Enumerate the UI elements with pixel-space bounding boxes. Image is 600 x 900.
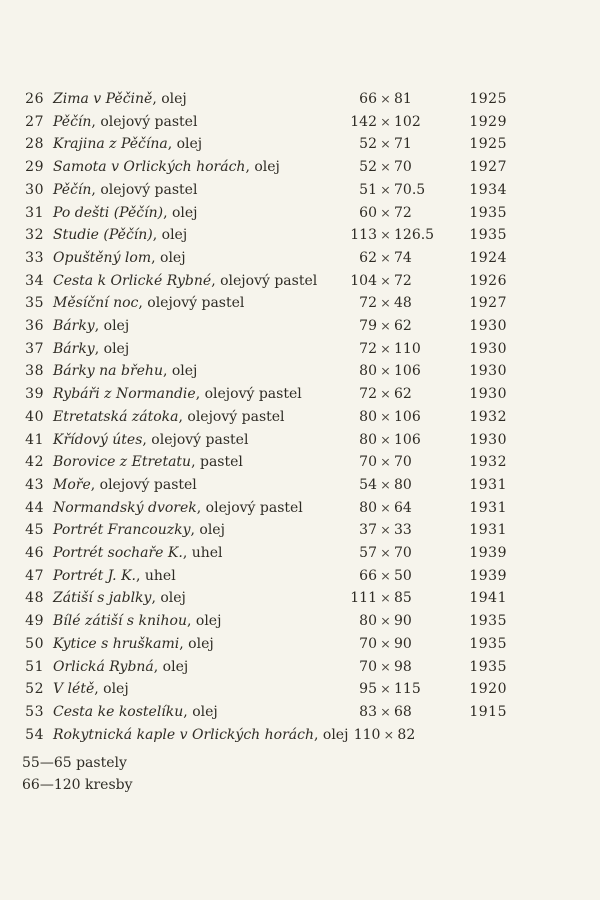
list-item — [0, 88, 600, 111]
item-year: 1931 — [469, 522, 507, 539]
dim-height: 62 — [394, 386, 412, 403]
item-medium: , olej — [152, 227, 188, 244]
item-number: 50 — [25, 635, 44, 652]
list-item — [0, 429, 600, 452]
item-dimensions — [345, 429, 445, 452]
dim-width: 80 — [359, 408, 377, 425]
dim-width: 80 — [359, 499, 377, 516]
list-item — [0, 610, 600, 633]
item-dimensions — [345, 678, 445, 701]
item-dimensions — [345, 292, 445, 315]
item-medium: , olej — [190, 522, 225, 539]
dim-height: 70.5 — [394, 181, 426, 198]
footer-block — [0, 753, 600, 796]
item-medium: , olejový pastel — [142, 431, 249, 448]
item-title-wrap — [53, 566, 345, 588]
item-medium: , olej — [94, 318, 130, 335]
item-year: 1925 — [469, 91, 507, 107]
item-year: 1935 — [469, 658, 507, 675]
times-sign: × — [380, 113, 391, 129]
item-dimensions — [345, 519, 445, 542]
item-title: Normandský dvorek — [53, 499, 197, 516]
item-medium: , olejový pastel — [90, 476, 197, 493]
item-title-wrap — [53, 271, 345, 293]
dim-height: 82 — [397, 726, 416, 743]
times-sign: × — [380, 363, 391, 379]
dim-width: 57 — [359, 545, 377, 562]
item-number: 51 — [25, 658, 44, 675]
item-title-wrap — [53, 225, 345, 247]
list-item — [0, 383, 600, 406]
times-sign: × — [380, 454, 391, 470]
item-title-wrap — [53, 180, 345, 202]
item-year: 1927 — [469, 159, 507, 176]
footer-line-pastely: 55—65 pastely — [22, 755, 127, 772]
item-year: 1935 — [469, 227, 507, 244]
item-dimensions — [345, 451, 445, 474]
list-item — [0, 202, 600, 225]
item-title: Borovice z Etretatu — [53, 454, 192, 471]
item-title-wrap — [53, 725, 348, 747]
dim-width: 54 — [359, 476, 377, 493]
dim-height: 68 — [394, 703, 412, 720]
item-dimensions — [345, 202, 445, 225]
dim-height: 70 — [394, 159, 412, 176]
item-medium: , uhel — [182, 545, 223, 562]
item-year: 1924 — [469, 249, 507, 266]
item-dimensions — [345, 474, 445, 497]
item-dimensions — [345, 133, 445, 156]
item-year: 1931 — [469, 476, 507, 493]
item-number: 36 — [25, 318, 44, 335]
list-item — [0, 247, 600, 270]
item-title-wrap — [53, 89, 345, 111]
item-number: 46 — [25, 545, 44, 562]
dim-width: 83 — [359, 703, 377, 720]
list-item — [0, 111, 600, 134]
item-number: 52 — [25, 681, 44, 698]
dim-height: 126.5 — [394, 227, 435, 244]
item-title-wrap — [53, 634, 345, 656]
item-medium: , pastel — [191, 454, 243, 471]
item-medium: , olejový pastel — [91, 181, 198, 198]
item-title-wrap — [53, 498, 345, 520]
item-medium: , olej — [151, 249, 186, 266]
item-title: Cesta k Orlické Rybné — [53, 272, 212, 289]
dim-height: 106 — [394, 363, 421, 380]
times-sign: × — [380, 476, 391, 492]
footer-line-kresby: 66—120 kresby — [22, 777, 133, 794]
item-number: 39 — [25, 386, 44, 403]
list-item — [0, 519, 600, 542]
item-number: 44 — [25, 499, 44, 516]
dim-height: 85 — [394, 590, 412, 607]
item-year: 1920 — [469, 681, 507, 698]
list-item — [0, 497, 600, 520]
item-title: Křídový útes — [53, 431, 143, 448]
item-dimensions — [345, 360, 445, 383]
dim-width: 70 — [359, 658, 377, 675]
times-sign: × — [380, 318, 391, 334]
item-medium: , olej — [163, 204, 198, 221]
times-sign: × — [380, 136, 391, 152]
item-title: V létě — [53, 681, 95, 698]
catalog-rows — [0, 88, 600, 746]
dim-width: 80 — [359, 613, 377, 630]
item-medium: , olejový pastel — [211, 272, 318, 289]
item-number: 33 — [25, 249, 44, 266]
item-title: Bílé zátiší s knihou — [53, 613, 187, 630]
times-sign: × — [380, 431, 391, 447]
times-sign: × — [380, 295, 391, 311]
item-medium: , olejový pastel — [195, 386, 302, 403]
item-dimensions — [345, 656, 445, 679]
dim-height: 106 — [394, 431, 421, 448]
times-sign: × — [380, 408, 391, 424]
dim-height: 62 — [394, 318, 412, 335]
item-year: 1935 — [469, 635, 507, 652]
item-title: Portrét J. K. — [53, 567, 136, 584]
list-item — [0, 360, 600, 383]
item-medium: , olej — [162, 363, 198, 380]
dim-width: 72 — [359, 386, 377, 403]
item-title-wrap — [53, 316, 345, 338]
item-dimensions — [348, 724, 448, 747]
item-dimensions — [345, 88, 445, 111]
item-dimensions — [345, 587, 445, 610]
item-year: 1939 — [469, 567, 507, 584]
item-title-wrap — [53, 679, 345, 701]
list-item — [0, 224, 600, 247]
item-year: 1930 — [469, 363, 507, 380]
times-sign: × — [380, 522, 391, 538]
dim-height: 71 — [394, 136, 412, 153]
item-dimensions — [345, 633, 445, 656]
item-dimensions — [345, 224, 445, 247]
item-medium: , olej — [94, 340, 130, 357]
item-year: 1935 — [469, 613, 507, 630]
item-year: 1930 — [469, 431, 507, 448]
item-year: 1939 — [469, 545, 507, 562]
item-number: 41 — [25, 431, 44, 448]
dim-height: 72 — [394, 272, 412, 289]
item-year: 1929 — [469, 113, 507, 130]
item-title: Měsíční noc — [53, 295, 139, 312]
item-number: 48 — [25, 590, 44, 607]
item-number: 38 — [25, 363, 44, 380]
dim-height: 90 — [394, 635, 412, 652]
dim-height: 90 — [394, 613, 412, 630]
item-medium: , olej — [152, 91, 187, 107]
dim-height: 102 — [394, 113, 421, 130]
item-title-wrap — [53, 203, 345, 225]
item-medium: , uhel — [136, 567, 176, 584]
item-title-wrap — [53, 134, 345, 156]
item-medium: , olej — [183, 703, 218, 720]
times-sign: × — [380, 613, 391, 629]
item-title-wrap — [53, 702, 345, 724]
dim-height: 48 — [394, 295, 412, 312]
item-medium: , olej — [94, 681, 129, 698]
list-item — [0, 338, 600, 361]
times-sign: × — [380, 227, 391, 243]
list-item — [0, 633, 600, 656]
item-number: 47 — [25, 567, 44, 584]
item-title: Po dešti (Pěčín) — [53, 204, 164, 221]
item-number: 29 — [25, 159, 44, 176]
item-title-wrap — [53, 611, 345, 633]
item-medium: , olej — [151, 590, 186, 607]
item-title-wrap — [53, 430, 345, 452]
item-title: Pěčín — [53, 113, 92, 130]
item-title-wrap — [53, 520, 345, 542]
item-title-wrap — [53, 339, 345, 361]
item-title: Bárky — [53, 318, 95, 335]
dim-width: 52 — [359, 159, 377, 176]
item-number: 27 — [25, 113, 44, 130]
times-sign: × — [380, 635, 391, 651]
item-dimensions — [345, 610, 445, 633]
item-title: Orlická Rybná — [53, 658, 154, 675]
item-title-wrap — [53, 452, 345, 474]
dim-width: 111 — [350, 590, 377, 607]
times-sign: × — [380, 567, 391, 583]
dim-height: 33 — [394, 522, 412, 539]
item-number: 26 — [25, 91, 44, 107]
item-medium: , olejový pastel — [196, 499, 303, 516]
item-number: 45 — [25, 522, 44, 539]
item-title-wrap — [53, 407, 345, 429]
item-title: Opuštěný lom — [53, 249, 152, 266]
item-number: 54 — [25, 726, 44, 743]
times-sign: × — [380, 386, 391, 402]
times-sign: × — [380, 91, 391, 106]
dim-height: 115 — [394, 681, 421, 698]
item-title: Studie (Pěčín) — [53, 227, 153, 244]
dim-width: 79 — [359, 318, 377, 335]
dim-height: 70 — [394, 454, 412, 471]
dim-width: 95 — [359, 681, 377, 698]
times-sign: × — [380, 159, 391, 175]
item-dimensions — [345, 565, 445, 588]
dim-height: 64 — [394, 499, 412, 516]
item-year: 1931 — [469, 499, 507, 516]
item-dimensions — [345, 406, 445, 429]
item-title: Bárky — [53, 340, 95, 357]
item-title: Pěčín — [53, 181, 92, 198]
dim-width: 37 — [359, 522, 377, 539]
item-title-wrap — [53, 293, 345, 315]
item-year: 1930 — [469, 318, 507, 335]
item-dimensions — [345, 338, 445, 361]
dim-width: 72 — [359, 340, 377, 357]
item-title-wrap — [53, 157, 345, 179]
list-item — [0, 474, 600, 497]
list-item — [0, 587, 600, 610]
item-number: 43 — [25, 476, 44, 493]
times-sign: × — [380, 590, 391, 606]
item-number: 49 — [25, 613, 44, 630]
times-sign: × — [380, 703, 391, 719]
item-title-wrap — [53, 475, 345, 497]
item-title: Cesta ke kostelíku — [53, 703, 184, 720]
item-number: 37 — [25, 340, 44, 357]
item-title: Zima v Pěčině — [53, 91, 153, 107]
times-sign: × — [380, 499, 391, 515]
item-title: Portrét sochaře K. — [53, 545, 183, 562]
item-number: 40 — [25, 408, 44, 425]
item-title-wrap — [53, 588, 345, 610]
dim-height: 80 — [394, 476, 412, 493]
item-year: 1927 — [469, 295, 507, 312]
dim-width: 104 — [350, 272, 377, 289]
dim-height: 110 — [394, 340, 421, 357]
list-item — [0, 656, 600, 679]
item-number: 35 — [25, 295, 44, 312]
item-medium: , olej — [179, 635, 214, 652]
list-item — [0, 542, 600, 565]
list-item — [0, 270, 600, 293]
list-item — [0, 406, 600, 429]
item-title: Rokytnická kaple v Orlických horách — [53, 726, 314, 743]
item-medium: , olejový pastel — [91, 113, 198, 130]
item-dimensions — [345, 383, 445, 406]
dim-height: 81 — [394, 91, 412, 107]
dim-width: 66 — [359, 91, 377, 107]
times-sign: × — [380, 681, 391, 697]
dim-width: 72 — [359, 295, 377, 312]
item-title: Etretatská zátoka — [53, 408, 179, 425]
item-dimensions — [345, 497, 445, 520]
item-title: Kytice s hruškami — [53, 635, 180, 652]
item-dimensions — [345, 247, 445, 270]
item-medium: , olej — [187, 613, 222, 630]
item-dimensions — [345, 270, 445, 293]
dim-width: 142 — [350, 113, 377, 130]
item-title-wrap — [53, 384, 345, 406]
list-item — [0, 133, 600, 156]
item-number: 32 — [25, 227, 44, 244]
item-dimensions — [345, 315, 445, 338]
list-item — [0, 451, 600, 474]
dim-height: 70 — [394, 545, 412, 562]
item-number: 53 — [25, 703, 44, 720]
item-year: 1925 — [469, 136, 507, 153]
item-dimensions — [345, 156, 445, 179]
item-dimensions — [345, 111, 445, 134]
list-item — [0, 724, 600, 747]
item-number: 28 — [25, 136, 44, 153]
item-number: 30 — [25, 181, 44, 198]
dim-width: 70 — [359, 454, 377, 471]
item-year: 1915 — [469, 703, 507, 720]
dim-height: 106 — [394, 408, 421, 425]
times-sign: × — [380, 272, 391, 288]
item-title: Krajina z Pěčína — [53, 136, 168, 153]
dim-width: 62 — [359, 249, 377, 266]
item-year: 1930 — [469, 340, 507, 357]
dim-height: 72 — [394, 204, 412, 221]
dim-width: 52 — [359, 136, 377, 153]
item-year: 1934 — [469, 181, 507, 198]
dim-width: 110 — [353, 726, 381, 743]
times-sign: × — [380, 181, 391, 197]
item-year: 1932 — [469, 454, 507, 471]
item-medium: , olejový pastel — [178, 408, 285, 425]
dim-height: 74 — [394, 249, 412, 266]
times-sign: × — [380, 658, 391, 674]
list-item — [0, 179, 600, 202]
item-medium: , olejový pastel — [138, 295, 245, 312]
times-sign: × — [380, 204, 391, 220]
item-title-wrap — [53, 248, 345, 270]
item-dimensions — [345, 701, 445, 724]
list-item — [0, 565, 600, 588]
item-number: 31 — [25, 204, 44, 221]
dim-width: 60 — [359, 204, 377, 221]
dim-width: 113 — [350, 227, 377, 244]
list-item — [0, 315, 600, 338]
times-sign: × — [380, 249, 391, 265]
dim-width: 66 — [359, 567, 377, 584]
item-number: 34 — [25, 272, 44, 289]
item-title-wrap — [53, 112, 345, 134]
item-year: 1941 — [469, 590, 507, 607]
item-title: Moře — [53, 476, 91, 493]
item-year: 1935 — [469, 204, 507, 221]
item-medium: , olej — [313, 726, 349, 743]
item-number: 42 — [25, 454, 44, 471]
item-title: Zátiší s jablky — [53, 590, 152, 607]
dim-height: 98 — [394, 658, 412, 675]
list-item — [0, 156, 600, 179]
item-dimensions — [345, 179, 445, 202]
list-item — [0, 701, 600, 724]
item-title: Rybáři z Normandie — [53, 386, 196, 403]
item-title: Portrét Francouzky — [53, 522, 191, 539]
dim-width: 70 — [359, 635, 377, 652]
item-medium: , olej — [153, 658, 189, 675]
list-item — [0, 678, 600, 701]
item-title: Bárky na břehu — [53, 363, 163, 380]
item-title-wrap — [53, 361, 345, 383]
item-year: 1932 — [469, 408, 507, 425]
times-sign: × — [383, 726, 395, 742]
dim-width: 51 — [359, 181, 377, 198]
dim-height: 50 — [394, 567, 412, 584]
item-title-wrap — [53, 543, 345, 565]
dim-width: 80 — [359, 363, 377, 380]
times-sign: × — [380, 545, 391, 561]
item-year: 1926 — [469, 272, 507, 289]
list-item — [0, 292, 600, 315]
dim-width: 80 — [359, 431, 377, 448]
item-title: Samota v Orlických horách — [53, 159, 246, 176]
item-title-wrap — [53, 657, 345, 679]
item-year: 1930 — [469, 386, 507, 403]
item-medium: , olej — [167, 136, 203, 153]
item-dimensions — [345, 542, 445, 565]
times-sign: × — [380, 340, 391, 356]
item-medium: , olej — [245, 159, 280, 176]
